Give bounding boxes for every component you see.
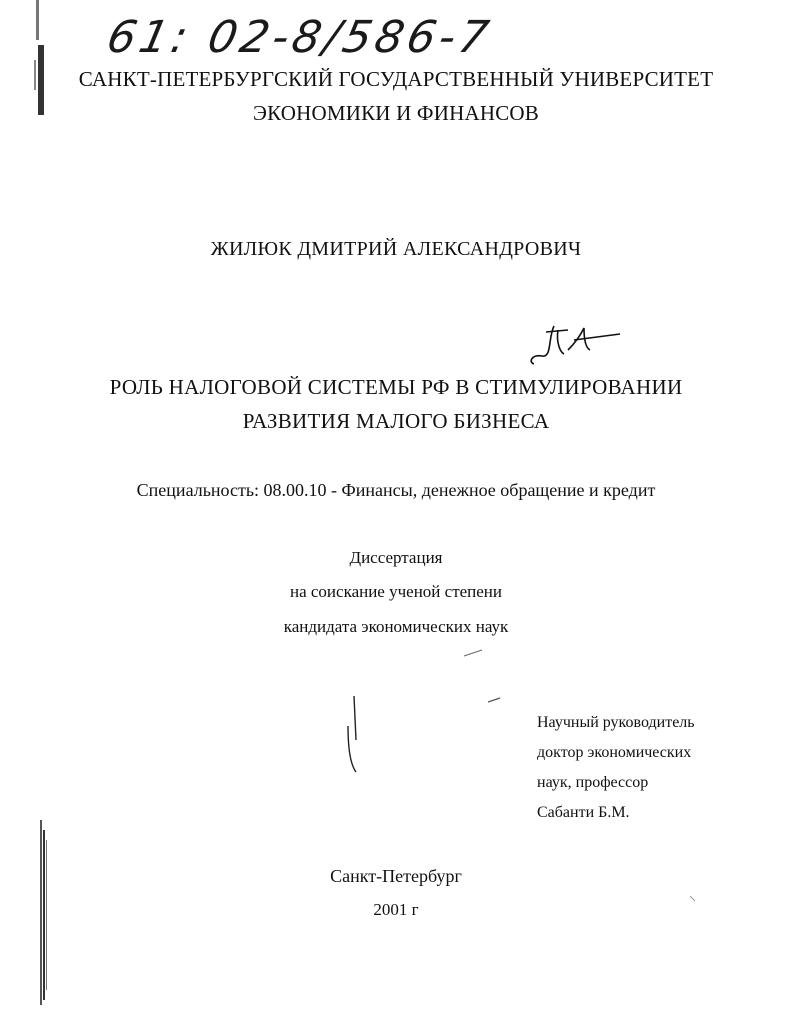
city: Санкт-Петербург xyxy=(330,866,462,886)
scan-dust-mark xyxy=(688,894,698,904)
dissertation-label: Диссертация xyxy=(349,548,443,567)
signature-mark xyxy=(524,318,624,370)
degree-line-2: кандидата экономических наук xyxy=(283,617,509,636)
institution-line-1: САНКТ-ПЕТЕРБУРГСКИЙ ГОСУДАРСТВЕННЫЙ УНИВЕРСИТЕТ xyxy=(78,67,714,91)
stray-pen-marks xyxy=(340,640,510,780)
supervisor-name: Сабанти Б.М. xyxy=(537,804,630,821)
supervisor-label: Научный руководитель xyxy=(537,714,695,731)
degree-line-1: на соискание ученой степени xyxy=(289,582,503,601)
year: 2001 г xyxy=(373,900,419,919)
supervisor-block xyxy=(537,708,695,828)
institution-line-2: ЭКОНОМИКИ И ФИНАНСОВ xyxy=(253,101,539,125)
author-name: ЖИЛЮК ДМИТРИЙ АЛЕКСАНДРОВИЧ xyxy=(210,238,582,260)
thesis-title-line-1: РОЛЬ НАЛОГОВОЙ СИСТЕМЫ РФ В СТИМУЛИРОВАНИИ xyxy=(109,375,683,399)
handwritten-archive-number: 61: 02-8/586-7 xyxy=(102,12,497,63)
supervisor-degree-2: наук, профессор xyxy=(537,774,649,791)
thesis-title-line-2: РАЗВИТИЯ МАЛОГО БИЗНЕСА xyxy=(242,409,550,433)
supervisor-degree-1: доктор экономических xyxy=(537,744,692,761)
specialty-line: Специальность: 08.00.10 - Финансы, денежное обращение и кредит xyxy=(136,480,656,500)
